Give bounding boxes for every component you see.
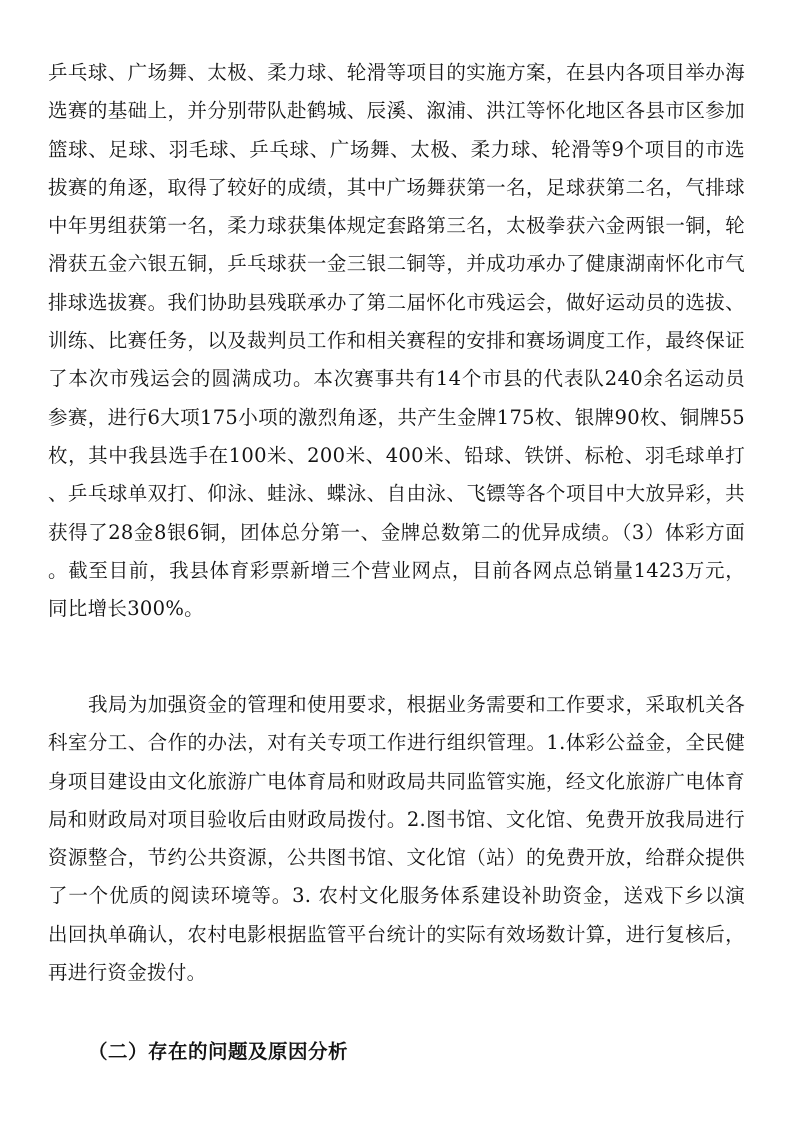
body-paragraph-fund-management: 我局为加强资金的管理和使用要求，根据业务需要和工作要求，采取机关各科室分工、合作的办法，对有关专项工作进行组织管理。1.体彩公益金，全民健身项目建设由文化旅游广电体育局和财政局共同监管实施，经文化旅游广电体育局和财政局对项目验收后由财政局拨付。2.图书馆、文化馆、免费开放我局进行资源整合，节约公共资源，公共图书馆、文化馆（站）的免费开放，给群众提供了一个优质的阅读环境等。3. 农村文化服务体系建设补助资金，送戏下乡以演出回执单确认，农村电影根据监管平台统计的实际有效场数计算，进行复核后，再进行资金拨付。 [48,693,745,985]
body-paragraph-sports-events: 乒乓球、广场舞、太极、柔力球、轮滑等项目的实施方案，在县内各项目举办海选赛的基础上，并分别带队赴鹤城、辰溪、溆浦、洪江等怀化地区各县市区参加篮球、足球、羽毛球、乒乓球、广场舞、太极、柔力球、轮滑等9个项目的市选拔赛的角逐，取得了较好的成绩，其中广场舞获第一名，足球获第二名，气排球中年男组获第一名，柔力球获集体规定套路第三名，太极拳获六金两银一铜，轮滑获五金六银五铜，乒乓球获一金三银二铜等，并成功承办了健康湖南怀化市气排球选拔赛。我们协助县残联承办了第二届怀化市残运会，做好运动员的选拔、训练、比赛任务，以及裁判员工作和相关赛程的安排和赛场调度工作，最终保证了本次市残运会的圆满成功。本次赛事共有14个市县的代表队240余名运动员参赛，进行6大项175小项的激烈角逐，共产生金牌175枚、银牌90枚、铜牌55枚，其中我县选手在100米、200米、400米、铅球、铁饼、标枪、羽毛球单打、乒乓球单双打、仰泳、蛙泳、蝶泳、自由泳、飞镖等各个项目中大放异彩，共获得了28金8银6铜，团体总分第一、金牌总数第二的优异成绩。（3）体彩方面。截至目前，我县体育彩票新增三个营业网点，目前各网点总销量1423万元，同比增长300%。 [48,61,745,621]
section-heading-problems: （二）存在的问题及原因分析 [88,1040,349,1063]
